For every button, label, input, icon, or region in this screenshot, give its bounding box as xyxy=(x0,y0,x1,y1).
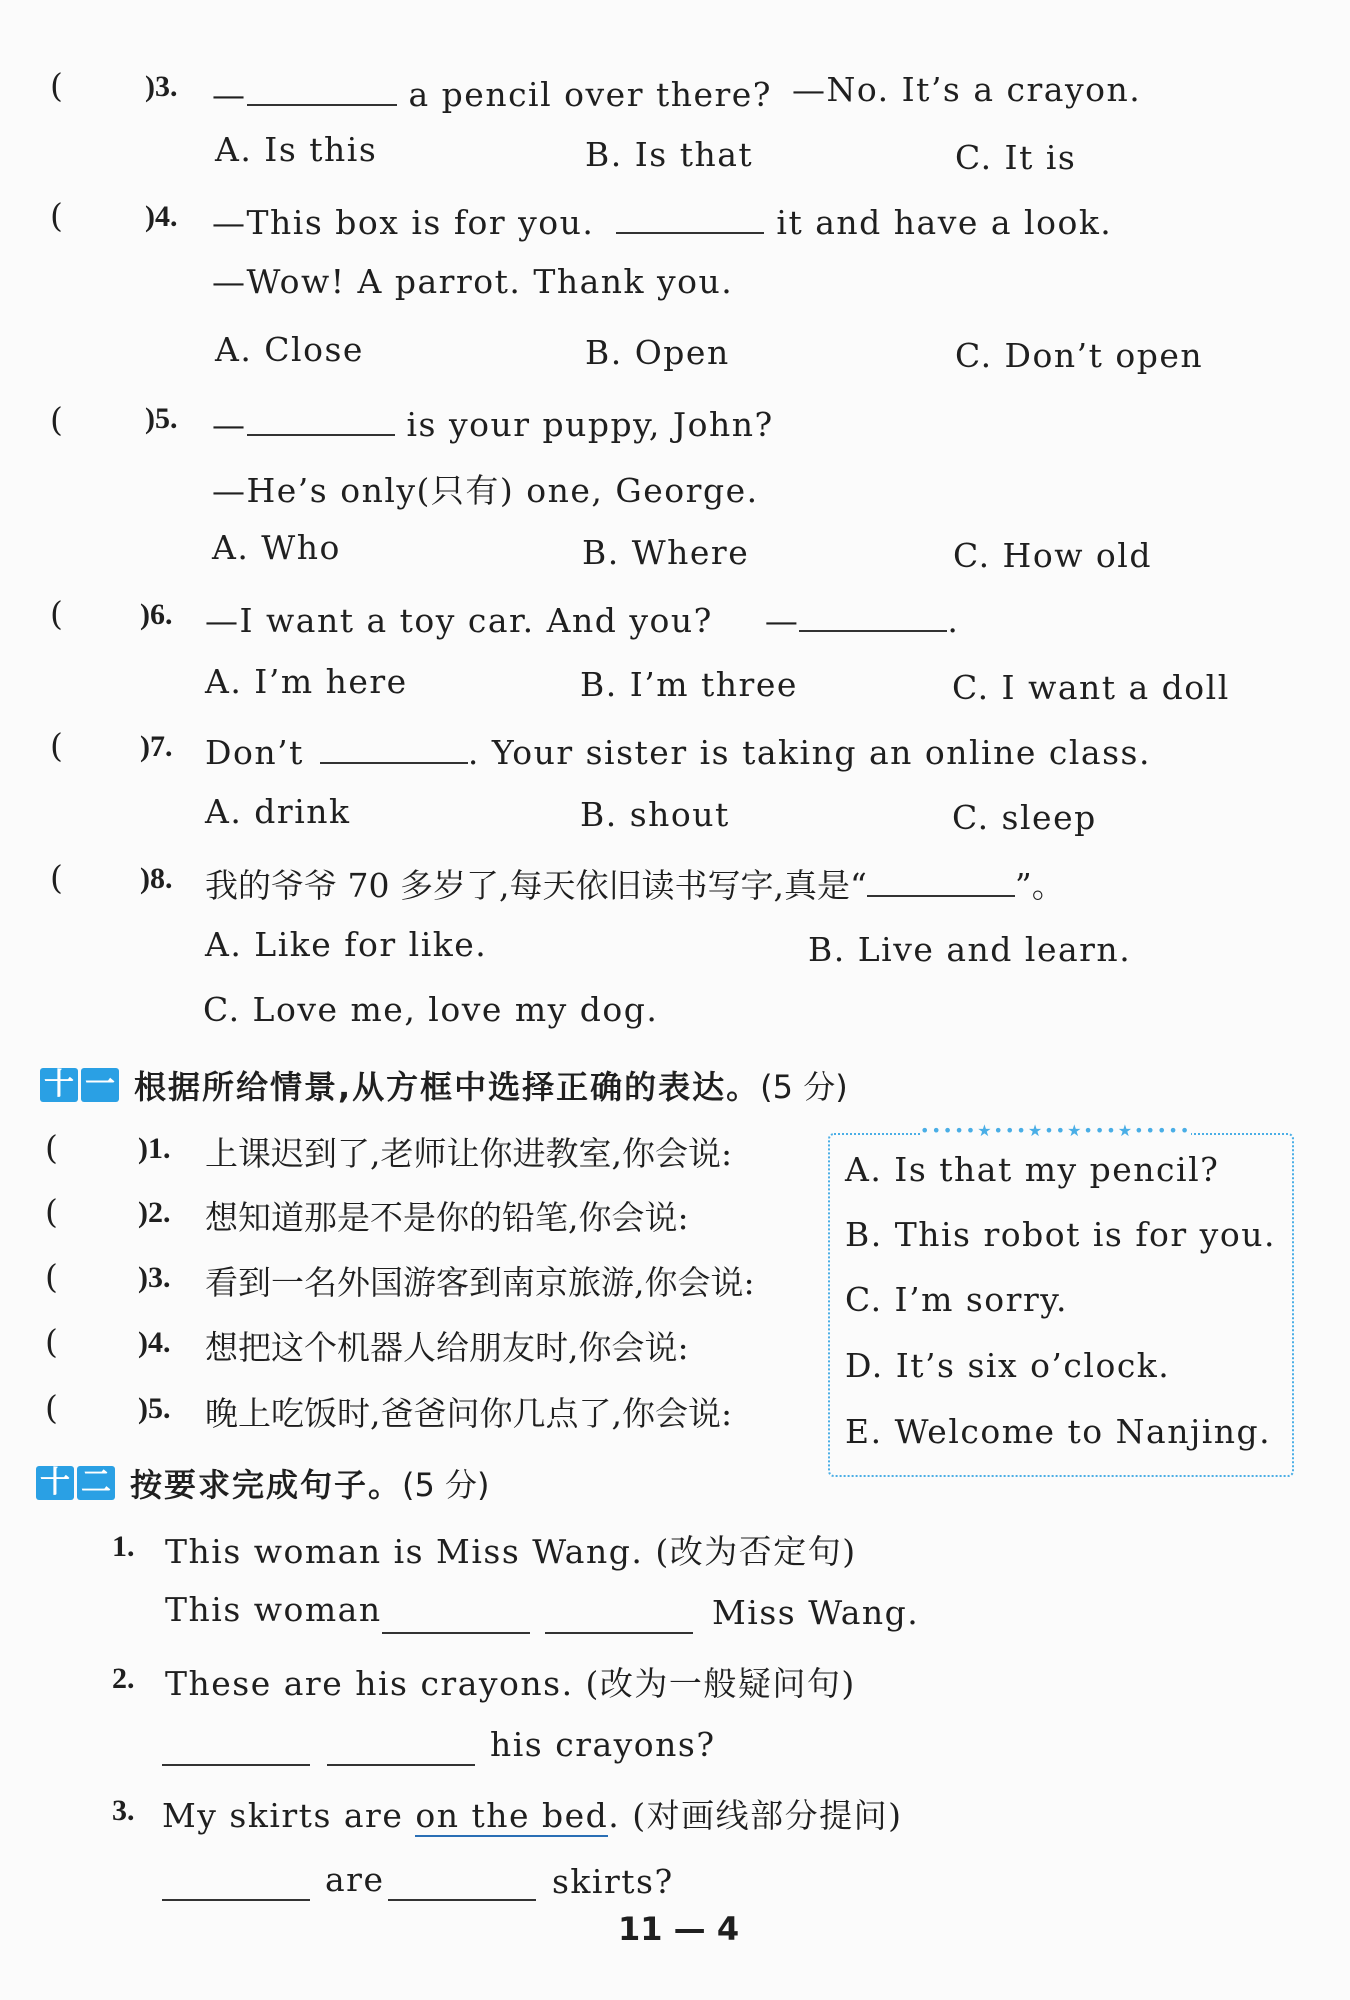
question-3-line xyxy=(212,70,772,114)
option-a: A. drink xyxy=(205,792,351,831)
option-a: A. Like for like. xyxy=(205,925,488,964)
option-a: A. Who xyxy=(212,528,341,567)
item-number: 1. xyxy=(112,1530,135,1563)
answer-paren[interactable]: ( xyxy=(45,1257,58,1296)
answer-blank[interactable] xyxy=(320,728,468,764)
question-number: )4. xyxy=(145,200,178,233)
answer-blank[interactable] xyxy=(545,1598,693,1634)
situation-text: 看到一名外国游客到南京旅游,你会说: xyxy=(205,1263,755,1302)
answer-blank[interactable] xyxy=(867,861,1015,897)
option-b: B. I’m three xyxy=(580,665,798,704)
answer-blank[interactable] xyxy=(162,1730,310,1766)
answer-blank[interactable] xyxy=(247,400,395,436)
answer-blank[interactable] xyxy=(382,1598,530,1634)
question-text: — xyxy=(764,601,800,640)
question-6-line xyxy=(205,596,959,640)
section-number-badge xyxy=(40,1068,122,1102)
question-text: it and have a look. xyxy=(776,203,1113,242)
situation-text: 晚上吃饭时,爸爸问你几点了,你会说: xyxy=(205,1394,733,1433)
option-b: B. Live and learn. xyxy=(808,930,1132,969)
question-line2: —Wow! A parrot. Thank you. xyxy=(212,262,734,301)
question-text: —This box is for you. xyxy=(212,203,595,242)
sentence-part: . (对画线部分提问) xyxy=(608,1796,903,1835)
box-option-d: D. It’s six o’clock. xyxy=(845,1346,1171,1385)
answer-paren[interactable]: ( xyxy=(45,1388,58,1427)
question-text: Don’t xyxy=(205,733,304,772)
question-text: a pencil over there? xyxy=(408,75,772,114)
sentence-text xyxy=(162,1790,903,1837)
answer-blank[interactable] xyxy=(247,70,397,106)
answer-paren[interactable]: ( xyxy=(45,1322,58,1361)
option-b: B. shout xyxy=(580,795,730,834)
question-number: )7. xyxy=(140,730,173,763)
option-c: C. It is xyxy=(955,138,1077,177)
answer-paren[interactable]: ( xyxy=(50,594,63,633)
answer-paren[interactable]: ( xyxy=(50,400,63,439)
option-c: C. Don’t open xyxy=(955,336,1204,375)
box-option-e: E. Welcome to Nanjing. xyxy=(845,1412,1272,1451)
question-4-line xyxy=(212,198,1112,242)
question-text: — xyxy=(212,405,247,444)
answer-blank[interactable] xyxy=(388,1865,536,1901)
item-number: 3. xyxy=(112,1794,135,1827)
question-line2: —He’s only(只有) one, George. xyxy=(212,471,759,510)
section-11-header xyxy=(40,1062,848,1108)
question-number: )8. xyxy=(140,862,173,895)
question-text: . Your sister is taking an online class. xyxy=(467,733,1151,772)
item-number: )1. xyxy=(138,1132,171,1165)
sentence-text: This woman is Miss Wang. (改为否定句) xyxy=(165,1532,857,1571)
item-number: )2. xyxy=(138,1196,171,1229)
box-option-c: C. I’m sorry. xyxy=(845,1280,1068,1319)
item-number: 2. xyxy=(112,1662,135,1695)
situation-text: 想把这个机器人给朋友时,你会说: xyxy=(205,1328,689,1367)
question-reply: —No. It’s a crayon. xyxy=(792,70,1142,109)
sentence-part: My skirts are xyxy=(162,1796,416,1835)
question-7-line xyxy=(205,728,1151,772)
badge-char: 十 xyxy=(36,1466,74,1500)
item-number: )5. xyxy=(138,1392,171,1425)
answer-suffix: his crayons? xyxy=(490,1725,716,1764)
question-number: )6. xyxy=(140,598,173,631)
option-b: B. Where xyxy=(582,533,750,572)
situation-text: 想知道那是不是你的铅笔,你会说: xyxy=(205,1198,689,1237)
answer-paren[interactable]: ( xyxy=(50,858,63,897)
section-title: 按要求完成句子。 xyxy=(130,1466,403,1504)
answer-prefix: This woman xyxy=(165,1590,382,1629)
answer-blank[interactable] xyxy=(327,1730,475,1766)
section-title: 根据所给情景,从方框中选择正确的表达。 xyxy=(134,1068,761,1106)
page-number: 11 — 4 xyxy=(618,1910,740,1948)
answer-paren[interactable]: ( xyxy=(45,1192,58,1231)
option-a: A. I’m here xyxy=(205,662,408,701)
item-number: )4. xyxy=(138,1326,171,1359)
question-number: )5. xyxy=(145,402,178,435)
question-5-line xyxy=(212,400,774,444)
question-text: — xyxy=(212,75,247,114)
answer-blank[interactable] xyxy=(162,1865,310,1901)
badge-char: 一 xyxy=(81,1068,119,1102)
question-text: 我的爷爷 70 多岁了,每天依旧读书写字,真是“ xyxy=(205,866,867,905)
badge-char: 十 xyxy=(40,1068,78,1102)
option-c: C. I want a doll xyxy=(952,668,1230,707)
answer-middle: are xyxy=(325,1860,385,1899)
option-c: C. How old xyxy=(953,536,1152,575)
option-b: B. Is that xyxy=(585,135,754,174)
section-12-header xyxy=(36,1460,490,1506)
answer-paren[interactable]: ( xyxy=(50,726,63,765)
answer-blank[interactable] xyxy=(799,596,947,632)
answer-suffix: skirts? xyxy=(552,1862,674,1901)
question-text: —I want a toy car. And you? xyxy=(205,601,713,640)
option-c: C. Love me, love my dog. xyxy=(203,990,659,1029)
badge-char: 二 xyxy=(77,1466,115,1500)
question-text: ”。 xyxy=(1014,866,1065,905)
underlined-phrase: on the bed xyxy=(415,1796,609,1835)
question-8-line xyxy=(205,860,1065,907)
question-number: )3. xyxy=(145,70,178,103)
situation-text: 上课迟到了,老师让你进教室,你会说: xyxy=(205,1134,733,1173)
question-text: is your puppy, John? xyxy=(406,405,774,444)
sentence-text: These are his crayons. (改为一般疑问句) xyxy=(165,1664,856,1703)
box-option-a: A. Is that my pencil? xyxy=(845,1150,1220,1189)
answer-paren[interactable]: ( xyxy=(45,1128,58,1167)
answer-paren[interactable]: ( xyxy=(50,66,63,105)
box-option-b: B. This robot is for you. xyxy=(845,1215,1276,1254)
answer-paren[interactable]: ( xyxy=(50,196,63,235)
answer-blank[interactable] xyxy=(616,198,764,234)
option-a: A. Is this xyxy=(215,130,378,169)
option-a: A. Close xyxy=(215,330,364,369)
section-score: (5 分) xyxy=(760,1068,848,1106)
section-number-badge xyxy=(36,1466,118,1500)
box-decoration: •••••★•••★••★•••★••••• xyxy=(920,1121,1192,1140)
question-text: . xyxy=(947,601,960,640)
item-number: )3. xyxy=(138,1261,171,1294)
option-b: B. Open xyxy=(585,333,730,372)
answer-suffix: Miss Wang. xyxy=(712,1593,920,1632)
option-c: C. sleep xyxy=(952,798,1097,837)
section-score: (5 分) xyxy=(402,1466,490,1504)
